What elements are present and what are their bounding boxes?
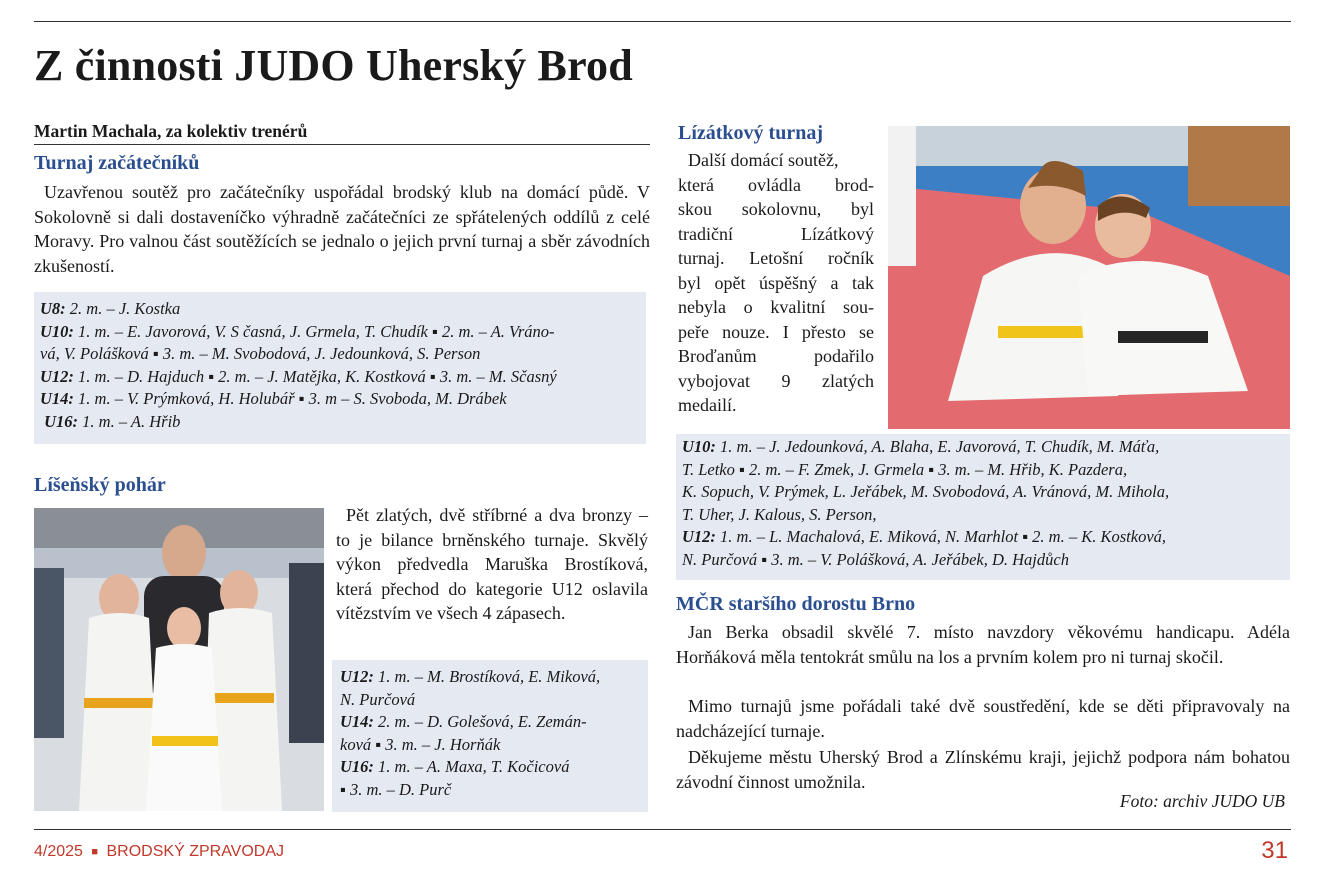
- section-heading-zacatecnici: Turnaj začátečníků: [34, 152, 200, 174]
- zacatecnici-text: Uzavřenou soutěž pro začátečníky uspořádal brodský klub na domácí půdě. V Sokolovně si dali dostaveníčko výhradně začátečníci ze spřátelených oddílů z celé Moravy. Pro valnou část soutěžících se jednalo o jejich první turnaj a sběr závodních zkušeností.: [34, 182, 650, 276]
- result-line: U12: 1. m. – L. Machalová, E. Miková, N. Marhlot ▪ 2. m. – K. Kostková,: [682, 527, 1167, 546]
- result-line: ▪ 3. m. – D. Purč: [340, 779, 452, 799]
- result-line: T. Letko ▪ 2. m. – F. Zmek, J. Grmela ▪ 3. m. – M. Hřib, K. Pazdera,: [682, 459, 1128, 479]
- result-line: U16: 1. m. – A. Maxa, T. Kočicová: [340, 757, 570, 776]
- photo-coach-girls: [34, 508, 324, 811]
- footer-bullet: ■: [91, 846, 99, 858]
- text-line: turnaj. Letošní ročník: [678, 248, 874, 268]
- page-title: Z činnosti JUDO Uherský Brod: [34, 41, 633, 90]
- top-rule: [34, 21, 1291, 22]
- photo-two-boys: [888, 126, 1290, 429]
- result-line: U10: 1. m. – E. Javorová, V. S časná, J. Grmela, T. Chudík ▪ 2. m. – A. Vráno-: [40, 321, 555, 341]
- result-line: T. Uher, J. Kalous, S. Person,: [682, 504, 877, 524]
- footer-issue: [34, 843, 284, 861]
- result-line: vá, V. Polášková ▪ 3. m. – M. Svobodová, J. Jedounková, S. Person: [40, 344, 481, 363]
- result-line: N. Purčová ▪ 3. m. – V. Polášková, A. Jeřábek, D. Hajdůch: [682, 549, 1069, 569]
- text-line: vybojovat 9 zlatých: [678, 370, 874, 391]
- result-line: U10: 1. m. – J. Jedounková, A. Blaha, E. Javorová, T. Chudík, M. Máťa,: [682, 437, 1160, 456]
- result-line: U12: 1. m. – D. Hajduch ▪ 2. m. – J. Matějka, K. Kostková ▪ 3. m. – M. Sčasný: [40, 366, 557, 386]
- mcr-paragraph-3: Děkujeme městu Uherský Brod a Zlínskému kraji, jejichž podpora nám bohatou závodní činnost umožnila.: [676, 747, 1290, 792]
- text-line: Další domácí soutěž,: [688, 150, 839, 170]
- byline-rule: [34, 144, 650, 145]
- result-line: U14: 1. m. – V. Prýmková, H. Holubář ▪ 3. m – S. Svoboda, M. Drábek: [40, 389, 507, 408]
- result-line: U8: 2. m. – J. Kostka: [40, 299, 181, 318]
- photo-two-boys-image: [888, 126, 1290, 429]
- text-line: peře nouze. I přesto se: [678, 321, 874, 342]
- photo-coach-girls-image: [34, 508, 324, 811]
- result-line: U12: 1. m. – M. Brostíková, E. Miková,: [340, 667, 601, 686]
- bottom-rule: [34, 829, 1291, 830]
- section-heading-lizatkovy: Lízátkový turnaj: [678, 122, 823, 144]
- result-line: U16: 1. m. – A. Hřib: [44, 411, 181, 431]
- issue-number: 4/2025: [34, 843, 83, 860]
- text-line: medailí.: [678, 395, 737, 415]
- page-number: 31: [1261, 837, 1288, 864]
- section-heading-lisensky: Líšeňský pohár: [34, 474, 166, 496]
- result-line: K. Sopuch, V. Prýmek, L. Jeřábek, M. Svobodová, A. Vránová, M. Mihola,: [682, 482, 1170, 501]
- lisensky-text: Pět zlatých, dvě stříbrné a dva bronzy – to je bilance brněnského turnaje. Skvělý výkon předvedla Maruška Brostíková, která přechod do kategorie U12 oslavila vítězstvím ve všech 4 zápasech.: [336, 505, 648, 623]
- text-line: tradiční Lízátkový: [678, 223, 874, 244]
- text-line: skou sokolovnu, byl: [678, 199, 874, 219]
- result-line: N. Purčová: [340, 689, 416, 709]
- result-line: ková ▪ 3. m. – J. Horňák: [340, 734, 501, 754]
- author-byline: Martin Machala, za kolektiv trenérů: [34, 121, 308, 141]
- result-line: U14: 2. m. – D. Golešová, E. Zemán-: [340, 712, 587, 731]
- text-line: Broďanům podařilo: [678, 346, 874, 366]
- magazine-name: BRODSKÝ ZPRAVODAJ: [106, 843, 285, 860]
- text-line: byl opět úspěšný a tak: [678, 272, 874, 293]
- mcr-paragraph-2: Mimo turnajů jsme pořádali také dvě soustředění, kde se děti připravovaly na nadcházející turnaje.: [676, 696, 1290, 741]
- lisensky-results: [332, 660, 648, 812]
- photo-credit: Foto: archiv JUDO UB: [1119, 791, 1285, 811]
- text-line: která ovládla brod-: [678, 174, 874, 195]
- lizatkovy-text: [678, 148, 874, 418]
- section-heading-mcr: MČR staršího dorostu Brno: [676, 593, 916, 615]
- lizatkovy-results: [676, 434, 1290, 580]
- text-line: nebyla o kvalitní sou-: [678, 297, 874, 317]
- mcr-paragraph-1: Jan Berka obsadil skvělé 7. místo navzdory věkovému handicapu. Adéla Horňáková měla tentokrát smůlu na los a prvním kolem pro ni turnaj skočil.: [676, 622, 1290, 667]
- zacatecnici-results: [34, 292, 646, 444]
